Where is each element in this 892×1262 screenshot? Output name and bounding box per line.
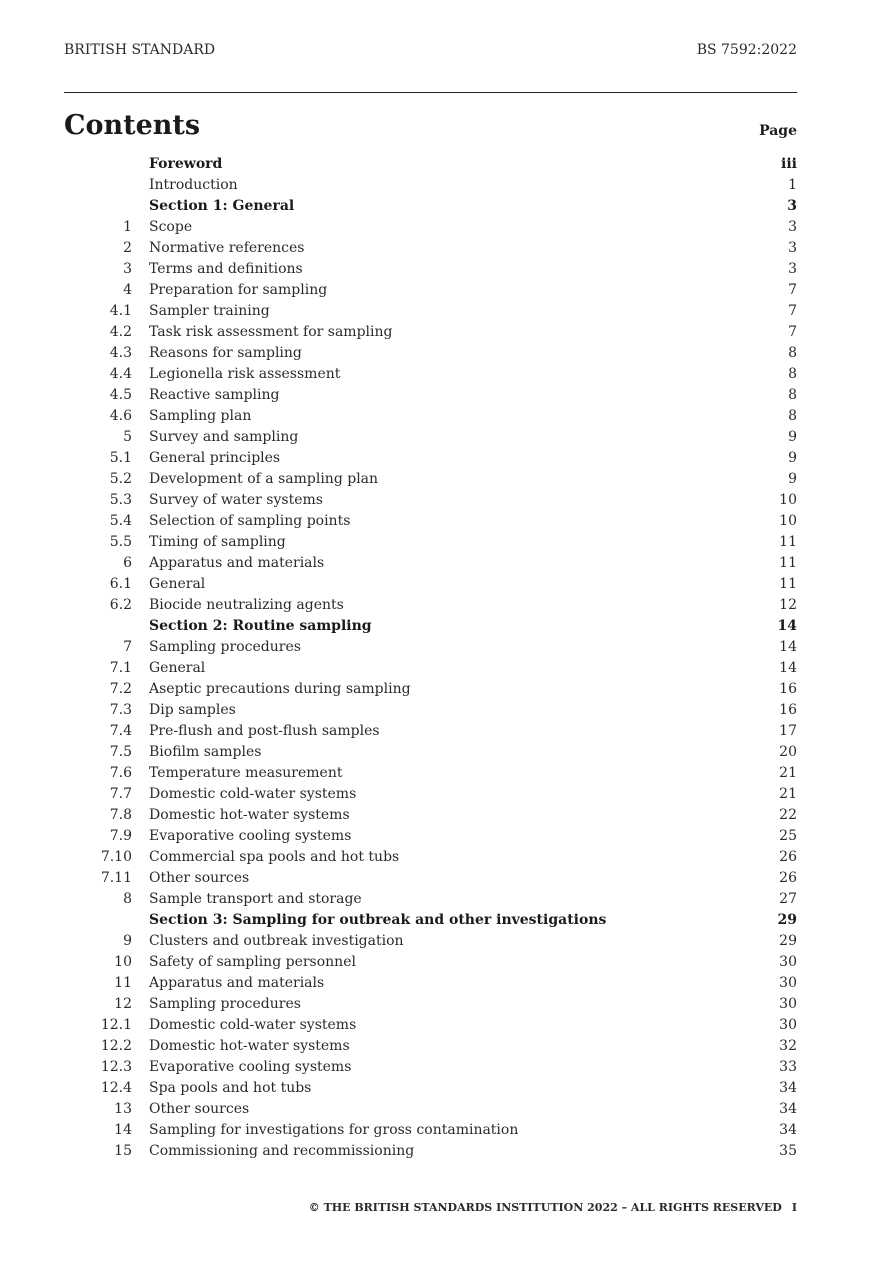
toc-entry-page: 11 (779, 576, 797, 592)
toc-entry-title: Introduction (149, 177, 238, 193)
toc-entry-page: 22 (779, 807, 797, 823)
toc-entry-number: 12.3 (100, 1059, 132, 1075)
page-column-label: Page (759, 123, 797, 139)
running-header-right: BS 7592:2022 (696, 42, 797, 58)
toc-entry-page: 3 (787, 198, 797, 214)
toc-entry-title: Clusters and outbreak investigation (149, 933, 404, 949)
toc-entry-number: 3 (123, 261, 132, 277)
toc-entry-number: 2 (123, 240, 132, 256)
toc-entry[interactable] (64, 679, 797, 700)
toc-entry-number: 6 (123, 555, 132, 571)
toc-entry-number: 12.1 (100, 1017, 132, 1033)
toc-entry-title: Biofilm samples (149, 744, 262, 760)
toc-entry-title: Scope (149, 219, 193, 235)
copyright-notice: © THE BRITISH STANDARDS INSTITUTION 2022 – ALL RIGHTS RESERVED (308, 1201, 782, 1214)
toc-entry-number: 11 (114, 975, 132, 991)
toc-entry-title: Evaporative cooling systems (149, 828, 352, 844)
toc-entry-number: 4.5 (109, 387, 132, 403)
toc-entry-page: 7 (788, 303, 797, 319)
toc-entry[interactable] (64, 196, 797, 217)
toc-entry-page: 3 (788, 219, 797, 235)
toc-entry-title: Other sources (149, 1101, 250, 1117)
toc-entry-number: 7.6 (109, 765, 132, 781)
toc-entry[interactable] (64, 343, 797, 364)
running-header-left: BRITISH STANDARD (64, 42, 216, 58)
toc-entry-number: 13 (114, 1101, 132, 1117)
toc-entry-page: 21 (779, 786, 797, 802)
toc-entry-title: Section 1: General (149, 198, 295, 214)
toc-entry-page: 26 (779, 870, 797, 886)
toc-entry-number: 5.2 (109, 471, 132, 487)
toc-entry-title: Domestic hot-water systems (149, 1038, 350, 1054)
toc-entry[interactable] (64, 1078, 797, 1099)
toc-entry-number: 5.5 (109, 534, 132, 550)
toc-entry-title: Selection of sampling points (149, 513, 351, 529)
toc-entry-page: 29 (779, 933, 797, 949)
footer (309, 1201, 797, 1214)
page-number: I (791, 1201, 797, 1214)
toc-entry[interactable] (64, 889, 797, 910)
toc-entry-number: 4.6 (109, 408, 132, 424)
toc-entry-title: Spa pools and hot tubs (149, 1080, 312, 1096)
toc-entry-title: Section 2: Routine sampling (149, 618, 372, 634)
toc-entry-page: 8 (788, 408, 797, 424)
toc-entry[interactable] (64, 931, 797, 952)
toc-entry[interactable] (64, 994, 797, 1015)
toc-entry[interactable] (64, 448, 797, 469)
toc-entry-number: 12.4 (100, 1080, 132, 1096)
toc-entry-title: General (149, 576, 206, 592)
toc-entry-title: Commercial spa pools and hot tubs (149, 849, 400, 865)
toc-entry-number: 12.2 (100, 1038, 132, 1054)
toc-entry-page: 34 (779, 1101, 797, 1117)
toc-entry-number: 4 (123, 282, 132, 298)
toc-entry-page: 9 (788, 471, 797, 487)
toc-entry[interactable] (64, 700, 797, 721)
toc-entry[interactable] (64, 490, 797, 511)
toc-entry-number: 7.10 (100, 849, 132, 865)
toc-entry-page: 8 (788, 345, 797, 361)
toc-entry-page: 11 (779, 555, 797, 571)
toc-entry-title: Commissioning and recommissioning (149, 1143, 415, 1159)
toc-entry-title: Dip samples (149, 702, 236, 718)
toc-entry-page: 34 (779, 1080, 797, 1096)
toc-entry[interactable] (64, 784, 797, 805)
toc-entry[interactable] (64, 154, 797, 175)
toc-entry-title: Aseptic precautions during sampling (149, 681, 411, 697)
toc-entry-number: 8 (123, 891, 132, 907)
toc-entry-number: 15 (114, 1143, 132, 1159)
toc-entry[interactable] (64, 847, 797, 868)
toc-entry-title: Task risk assessment for sampling (149, 324, 393, 340)
toc-entry-title: Timing of sampling (149, 534, 286, 550)
toc-entry[interactable] (64, 238, 797, 259)
toc-entry-page: 14 (779, 639, 797, 655)
toc-entry-page: 12 (779, 597, 797, 613)
toc-entry-title: Pre-flush and post-flush samples (149, 723, 380, 739)
toc-entry[interactable] (64, 406, 797, 427)
toc-entry-page: 14 (777, 618, 797, 634)
toc-entry-page: 7 (788, 282, 797, 298)
table-of-contents (64, 154, 797, 1162)
toc-entry-title: Domestic cold-water systems (149, 1017, 357, 1033)
toc-entry-page: 26 (779, 849, 797, 865)
toc-entry-page: 7 (788, 324, 797, 340)
toc-entry-title: Domestic hot-water systems (149, 807, 350, 823)
toc-entry[interactable] (64, 280, 797, 301)
toc-entry-page: 16 (779, 681, 797, 697)
toc-entry[interactable] (64, 175, 797, 196)
toc-entry[interactable] (64, 742, 797, 763)
toc-entry-number: 5 (123, 429, 132, 445)
toc-entry-number: 7.11 (100, 870, 132, 886)
toc-entry[interactable] (64, 259, 797, 280)
toc-entry-title: Reactive sampling (149, 387, 280, 403)
toc-entry[interactable] (64, 910, 797, 931)
toc-entry-number: 12 (114, 996, 132, 1012)
toc-entry-title: Legionella risk assessment (149, 366, 341, 382)
toc-entry-page: 30 (779, 954, 797, 970)
toc-entry-title: Temperature measurement (149, 765, 343, 781)
toc-entry-page: 3 (788, 240, 797, 256)
toc-entry-number: 7 (123, 639, 132, 655)
toc-entry-title: Sampling procedures (149, 639, 301, 655)
toc-entry-page: 17 (779, 723, 797, 739)
toc-entry[interactable] (64, 385, 797, 406)
toc-entry-page: 27 (779, 891, 797, 907)
toc-entry[interactable] (64, 1057, 797, 1078)
toc-entry-page: 35 (779, 1143, 797, 1159)
toc-entry-number: 14 (114, 1122, 132, 1138)
toc-entry[interactable] (64, 952, 797, 973)
toc-entry[interactable] (64, 1099, 797, 1120)
toc-entry-page: 30 (779, 996, 797, 1012)
toc-entry-number: 7.7 (109, 786, 132, 802)
toc-entry-title: Sampling for investigations for gross contamination (149, 1122, 519, 1138)
toc-entry-title: Section 3: Sampling for outbreak and other investigations (149, 912, 607, 928)
header-rule (64, 92, 797, 93)
toc-entry-page: 20 (779, 744, 797, 760)
toc-entry[interactable] (64, 1036, 797, 1057)
toc-entry[interactable] (64, 826, 797, 847)
toc-entry-title: Evaporative cooling systems (149, 1059, 352, 1075)
toc-entry[interactable] (64, 721, 797, 742)
toc-entry-page: iii (781, 156, 797, 172)
toc-entry-number: 4.3 (109, 345, 132, 361)
toc-entry-page: 34 (779, 1122, 797, 1138)
toc-entry-number: 10 (114, 954, 132, 970)
toc-entry-number: 4.1 (109, 303, 132, 319)
toc-entry-title: General principles (149, 450, 281, 466)
toc-entry-page: 9 (788, 450, 797, 466)
toc-entry-title: Reasons for sampling (149, 345, 302, 361)
toc-entry-page: 1 (788, 177, 797, 193)
toc-entry-page: 21 (779, 765, 797, 781)
toc-entry[interactable] (64, 1120, 797, 1141)
toc-entry[interactable] (64, 868, 797, 889)
toc-entry-page: 16 (779, 702, 797, 718)
toc-entry-title: Sample transport and storage (149, 891, 362, 907)
toc-entry-number: 7.9 (109, 828, 132, 844)
toc-entry[interactable] (64, 805, 797, 826)
toc-entry-number: 5.1 (109, 450, 132, 466)
toc-entry-number: 5.3 (109, 492, 132, 508)
toc-entry-title: Other sources (149, 870, 250, 886)
toc-entry[interactable] (64, 973, 797, 994)
toc-entry-number: 4.2 (109, 324, 132, 340)
toc-entry[interactable] (64, 616, 797, 637)
toc-entry-page: 30 (779, 975, 797, 991)
toc-entry[interactable] (64, 763, 797, 784)
toc-entry[interactable] (64, 511, 797, 532)
toc-entry[interactable] (64, 658, 797, 679)
toc-entry-title: Survey of water systems (149, 492, 323, 508)
toc-entry-number: 6.1 (109, 576, 132, 592)
toc-entry[interactable] (64, 532, 797, 553)
toc-entry-page: 8 (788, 387, 797, 403)
toc-entry-page: 33 (779, 1059, 797, 1075)
toc-entry[interactable] (64, 1015, 797, 1036)
toc-entry-title: Survey and sampling (149, 429, 299, 445)
toc-entry-number: 7.2 (109, 681, 132, 697)
toc-entry-page: 10 (779, 492, 797, 508)
toc-entry[interactable] (64, 553, 797, 574)
toc-entry-title: Normative references (149, 240, 305, 256)
toc-entry-title: General (149, 660, 206, 676)
toc-entry[interactable] (64, 1141, 797, 1162)
toc-entry-title: Development of a sampling plan (149, 471, 379, 487)
toc-entry-title: Apparatus and materials (149, 555, 325, 571)
toc-entry-page: 8 (788, 366, 797, 382)
toc-entry-title: Domestic cold-water systems (149, 786, 357, 802)
toc-entry-page: 14 (779, 660, 797, 676)
toc-entry[interactable] (64, 364, 797, 385)
toc-entry-number: 4.4 (109, 366, 132, 382)
toc-entry-page: 29 (777, 912, 797, 928)
toc-entry-page: 30 (779, 1017, 797, 1033)
toc-entry[interactable] (64, 322, 797, 343)
toc-entry-title: Apparatus and materials (149, 975, 325, 991)
toc-entry-page: 3 (788, 261, 797, 277)
toc-entry-page: 10 (779, 513, 797, 529)
toc-entry-title: Biocide neutralizing agents (149, 597, 344, 613)
toc-entry-title: Preparation for sampling (149, 282, 328, 298)
toc-entry-page: 25 (779, 828, 797, 844)
toc-entry[interactable] (64, 427, 797, 448)
toc-entry-number: 7.4 (109, 723, 132, 739)
toc-entry[interactable] (64, 574, 797, 595)
toc-entry-page: 11 (779, 534, 797, 550)
toc-entry-number: 7.1 (109, 660, 132, 676)
toc-entry[interactable] (64, 217, 797, 238)
toc-entry-title: Sampler training (149, 303, 270, 319)
page-title: Contents (64, 110, 201, 141)
toc-entry-title: Foreword (149, 156, 223, 172)
toc-entry-title: Sampling plan (149, 408, 252, 424)
toc-entry-number: 7.3 (109, 702, 132, 718)
toc-entry[interactable] (64, 637, 797, 658)
toc-entry-page: 9 (788, 429, 797, 445)
toc-entry-number: 7.5 (109, 744, 132, 760)
toc-entry-title: Terms and definitions (149, 261, 303, 277)
toc-entry[interactable] (64, 469, 797, 490)
toc-entry[interactable] (64, 301, 797, 322)
toc-entry-number: 1 (123, 219, 132, 235)
toc-entry-number: 7.8 (109, 807, 132, 823)
toc-entry-title: Sampling procedures (149, 996, 301, 1012)
toc-entry[interactable] (64, 595, 797, 616)
toc-entry-number: 5.4 (109, 513, 132, 529)
toc-entry-page: 32 (779, 1038, 797, 1054)
toc-entry-number: 9 (123, 933, 132, 949)
toc-entry-title: Safety of sampling personnel (149, 954, 356, 970)
toc-entry-number: 6.2 (109, 597, 132, 613)
